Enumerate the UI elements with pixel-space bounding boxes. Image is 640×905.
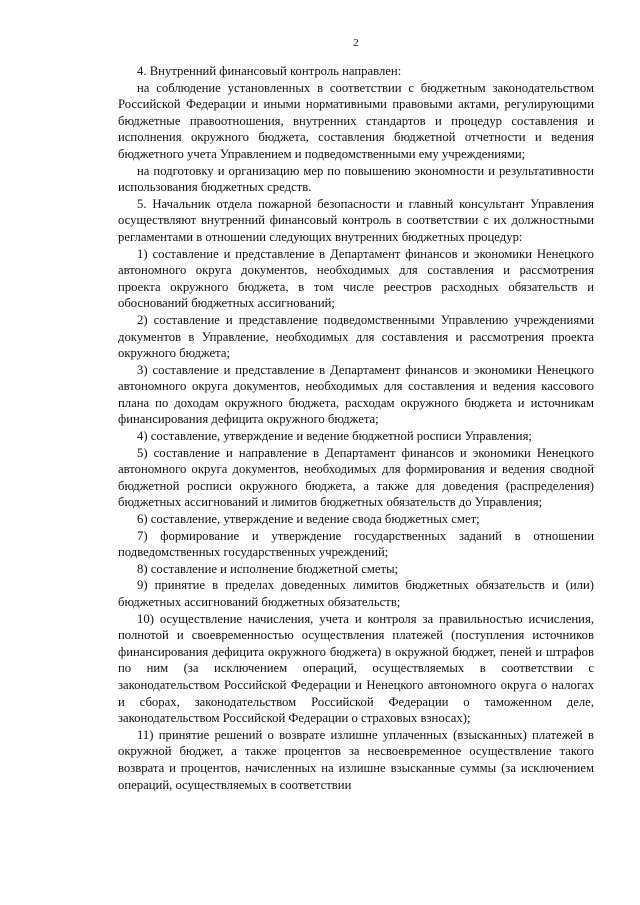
document-page: [118, 36, 594, 793]
list-item-8: 8) составление и исполнение бюджетной сметы;: [137, 561, 399, 576]
paragraph-compliance: на соблюдение установленных в соответствии с бюджетным законодательством Российской Федерации и иными нормативными правовыми актами, регулирующими бюджетные правоотношения, внутренних стандартов и процедур составления и исполнения окружного бюджета, составления бюджетной отчетности и ведения бюджетного учета Управлением и подведомственными ему учреждениями;: [118, 80, 594, 161]
list-item-7: 7) формирование и утверждение государственных заданий в отношении подведомственных государственных учреждений;: [118, 528, 594, 560]
list-item-11: 11) принятие решений о возврате излишне уплаченных (взысканных) платежей в окружной бюджет, а также процентов за несвоевременное осуществление такого возврата и процентов, начисленных на излишне взысканные суммы (за исключением операций, осуществляемых в соответствии: [118, 727, 594, 792]
paragraph-internal-control-purpose: 4. Внутренний финансовый контроль направлен:: [137, 64, 402, 78]
list-item-2: 2) составление и представление подведомственными Управлению учреждениями документов в Управление, необходимых для составления и рассмотрения проекта окружного бюджета;: [118, 312, 594, 361]
list-item-5: 5) составление и направление в Департамент финансов и экономики Ненецкого автономного округа документов, необходимых для формирования и ведения сводной бюджетной росписи окружного бюджета, а также для доведения (распределения) бюджетных ассигнований и лимитов бюджетных обязательств до Управления;: [118, 445, 594, 510]
list-item-4: 4) составление, утверждение и ведение бюджетной росписи Управления;: [137, 429, 532, 444]
list-item-9: 9) принятие в пределах доведенных лимитов бюджетных обязательств и (или) бюджетных ассигнований бюджетных обязательств;: [118, 578, 594, 609]
list-item-1: 1) составление и представление в Департамент финансов и экономики Ненецкого автономного округа документов, необходимых для составления и рассмотрения проекта окружного бюджета, в том числе реестров расходных обязательств и обоснований бюджетных ассигнований;: [118, 246, 594, 311]
list-item-3: 3) составление и представление в Департамент финансов и экономики Ненецкого автономного округа документов, необходимых для составления и ведения кассового плана по доходам окружного бюджета, расходам окружного бюджета и источникам финансирования дефицита окружного бюджета;: [118, 362, 594, 427]
paragraph-responsible-officials: 5. Начальник отдела пожарной безопасности и главный консультант Управления осуществляют внутренний финансовый контроль в соответствии с их должностными регламентами в отношении следующих внутренних бюджетных процедур:: [118, 196, 594, 244]
list-item-10: 10) осуществление начисления, учета и контроля за правильностью исчисления, полнотой и своевременностью осуществления платежей (поступления источников финансирования дефицита окружного бюджета) в окружной бюджет, пеней и штрафов по ним (за исключением операций, осуществляемых в соответствии с законодательством Российской Федерации и Ненецкого автономного округа о налогах и сборах, законодательством Российской Федерации о таможенном деле, законодательством Российской Федерации о страховых взносах);: [118, 611, 594, 726]
page-number: 2: [353, 37, 359, 49]
list-item-6: 6) составление, утверждение и ведение свода бюджетных смет;: [137, 512, 480, 527]
paragraph-efficiency-measures: на подготовку и организацию мер по повышению экономности и результативности использования бюджетных средств.: [118, 163, 594, 195]
document-body: [118, 63, 594, 793]
